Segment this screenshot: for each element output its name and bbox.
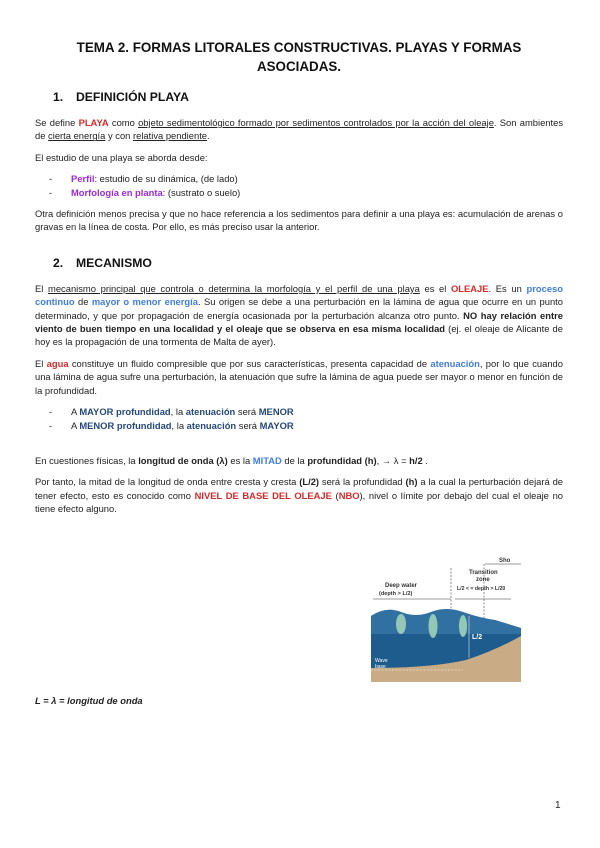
wave-base-diagram xyxy=(371,554,521,682)
term-result: MENOR xyxy=(258,406,294,418)
text-run: ( xyxy=(331,489,339,501)
text-run: Por tanto, la mitad de la longitud de onda entre cresta y cresta xyxy=(35,476,300,488)
list-dash: - xyxy=(49,173,53,185)
text-run: El xyxy=(35,282,49,294)
term-depth: MENOR profundidad xyxy=(79,419,172,431)
wave-orbit xyxy=(396,614,406,634)
text-run: será xyxy=(235,406,259,418)
term-oleaje: OLEAJE xyxy=(451,282,489,294)
term-proceso-continuo: proceso continuo xyxy=(35,282,563,308)
term-nbo: NIVEL DE BASE DEL OLEAJE xyxy=(194,489,332,501)
text-run: A xyxy=(71,406,80,418)
text-run: será la profundidad xyxy=(319,476,406,488)
text-run: ), nivel o límite por debajo del cual el oleaje no tiene efecto alguno. xyxy=(35,489,563,515)
bold-statement: NO hay relación entre viento de buen tiempo en una localidad y el oleaje que se observa en esa misma localidad xyxy=(35,309,563,335)
text-run: como xyxy=(108,117,139,128)
study-list xyxy=(35,172,563,199)
section-2-number: 2. xyxy=(53,255,64,270)
list-item xyxy=(35,186,563,199)
term-longitud-onda: longitud de onda (λ) xyxy=(138,454,228,466)
text-run: . Son ambientes de xyxy=(35,117,564,142)
text-run: y con xyxy=(105,130,133,142)
list-item xyxy=(35,172,563,185)
spacer xyxy=(35,440,563,454)
zone-label: zone xyxy=(476,577,490,583)
text-run: constituye un fluido compresible que por sus características, presenta capacidad de xyxy=(68,357,431,369)
list-item xyxy=(35,405,563,418)
section-1-heading xyxy=(53,90,563,104)
text-run: . xyxy=(422,454,428,466)
shore-label: Sho xyxy=(499,558,511,564)
text-run: a la cual la perturbación dejará de tener efecto, esto es conocido como xyxy=(35,476,564,501)
text-run: : estudio de su dinámica, (de lado) xyxy=(94,173,238,185)
term-atenuacion: atenuación xyxy=(185,406,236,418)
transition-label: Transition xyxy=(469,570,498,576)
definition-paragraph xyxy=(35,116,563,143)
definition-underlined: objeto sedimentológico formado por sedimentos controlados por la acción del oleaje xyxy=(138,117,494,128)
section-1-number: 1. xyxy=(53,90,64,104)
list-dash: - xyxy=(49,419,53,431)
text-run: es la xyxy=(227,454,253,466)
term-nbo-abbrev: NBO xyxy=(338,489,360,501)
page-title: TEMA 2. FORMAS LITORALES CONSTRUCTIVAS. PLAYAS Y FORMAS ASOCIADAS. xyxy=(76,40,522,74)
term-playa: PLAYA xyxy=(78,117,109,128)
term-morfologia: Morfología en planta xyxy=(71,186,163,198)
text-run: , → λ = xyxy=(376,454,410,466)
study-intro: El estudio de una playa se aborda desde: xyxy=(35,151,208,163)
text-run: será xyxy=(236,419,260,431)
mechanism-underlined: mecanismo principal que controla o determina la morfología y el perfil de una playa xyxy=(48,282,420,294)
alt-definition-paragraph: Otra definición menos precisa y que no hace referencia a los sedimentos para definir a una playa es: acumulación de arenas o gravas en la línea de costa. Por ello, es más preciso usar la anterior. xyxy=(35,208,563,233)
deep-depth-label: (depth > L/2) xyxy=(379,591,413,597)
list-dash: - xyxy=(49,186,53,198)
text-run: de la xyxy=(281,454,308,466)
list-dash: - xyxy=(49,406,53,418)
formula-h2: h/2 xyxy=(409,454,423,466)
l2-label: L/2 xyxy=(472,634,483,641)
wave-base-figure xyxy=(371,554,521,682)
wave-orbit xyxy=(429,614,438,638)
term-mitad: MITAD xyxy=(252,454,282,466)
term-depth: MAYOR profundidad xyxy=(79,406,171,418)
term-agua: agua xyxy=(46,357,69,369)
text-run: , la xyxy=(171,419,187,431)
term-atenuacion: atenuación xyxy=(186,419,237,431)
nbo-paragraph xyxy=(35,475,563,515)
text-run: : (sustrato o suelo) xyxy=(162,186,241,198)
section-1-title: DEFINICIÓN PLAYA xyxy=(76,90,189,104)
base-label: base xyxy=(375,664,386,670)
slope-underlined: relativa pendiente xyxy=(133,130,208,142)
term-result: MAYOR xyxy=(259,419,294,431)
transition-depth-label: L/2 < = depth > L/20 xyxy=(457,586,506,592)
text-run: . Es un xyxy=(488,282,527,294)
wavelength-paragraph xyxy=(35,454,563,467)
text-run: El xyxy=(35,357,47,369)
text-run: , por lo que cuando una lámina de agua sufre una perturbación, la atenuación que sufre la lámina de agua puede ser mayor o menor en función de la profundidad. xyxy=(35,357,563,396)
term-mayor-menor-energia: mayor o menor energía xyxy=(91,296,198,308)
text-run: En cuestiones físicas, la xyxy=(35,454,139,466)
document-page xyxy=(35,38,563,524)
mechanism-paragraph xyxy=(35,282,563,349)
list-item xyxy=(35,419,563,432)
term-profundidad: profundidad (h) xyxy=(307,454,377,466)
term-perfil: Perfil xyxy=(71,173,95,185)
text-run: es el xyxy=(419,282,452,294)
term-h: (h) xyxy=(405,476,418,488)
page-number: 1 xyxy=(555,800,561,811)
water-paragraph xyxy=(35,357,563,397)
figure-caption: L = λ = longitud de onda xyxy=(35,695,143,706)
text-run: (ej. el oleaje de Alicante de hoy es la propagación de una tormenta de Malta de ayer). xyxy=(35,323,563,348)
term-atenuacion: atenuación xyxy=(430,357,480,369)
text-run: Se define xyxy=(35,117,79,128)
text-run: , la xyxy=(170,406,186,418)
term-l2: (L/2) xyxy=(299,476,320,488)
section-2-heading xyxy=(53,256,563,270)
text-run: . xyxy=(207,130,210,142)
wave-orbit xyxy=(459,615,467,637)
section-2-title: MECANISMO xyxy=(76,255,152,270)
text-run: . Su origen se debe a una perturbación en la lámina de agua que ocurre en un punto determinado, y que por propagación de energía ocasionada por la perturbación alcanza otro punto. xyxy=(35,296,563,321)
text-run: A xyxy=(71,419,80,431)
depth-list xyxy=(35,405,563,432)
text-run: de xyxy=(74,296,92,308)
energy-underlined: cierta energía xyxy=(48,130,106,142)
deep-water-label: Deep water xyxy=(385,583,418,589)
wave-label: Wave xyxy=(375,658,388,664)
